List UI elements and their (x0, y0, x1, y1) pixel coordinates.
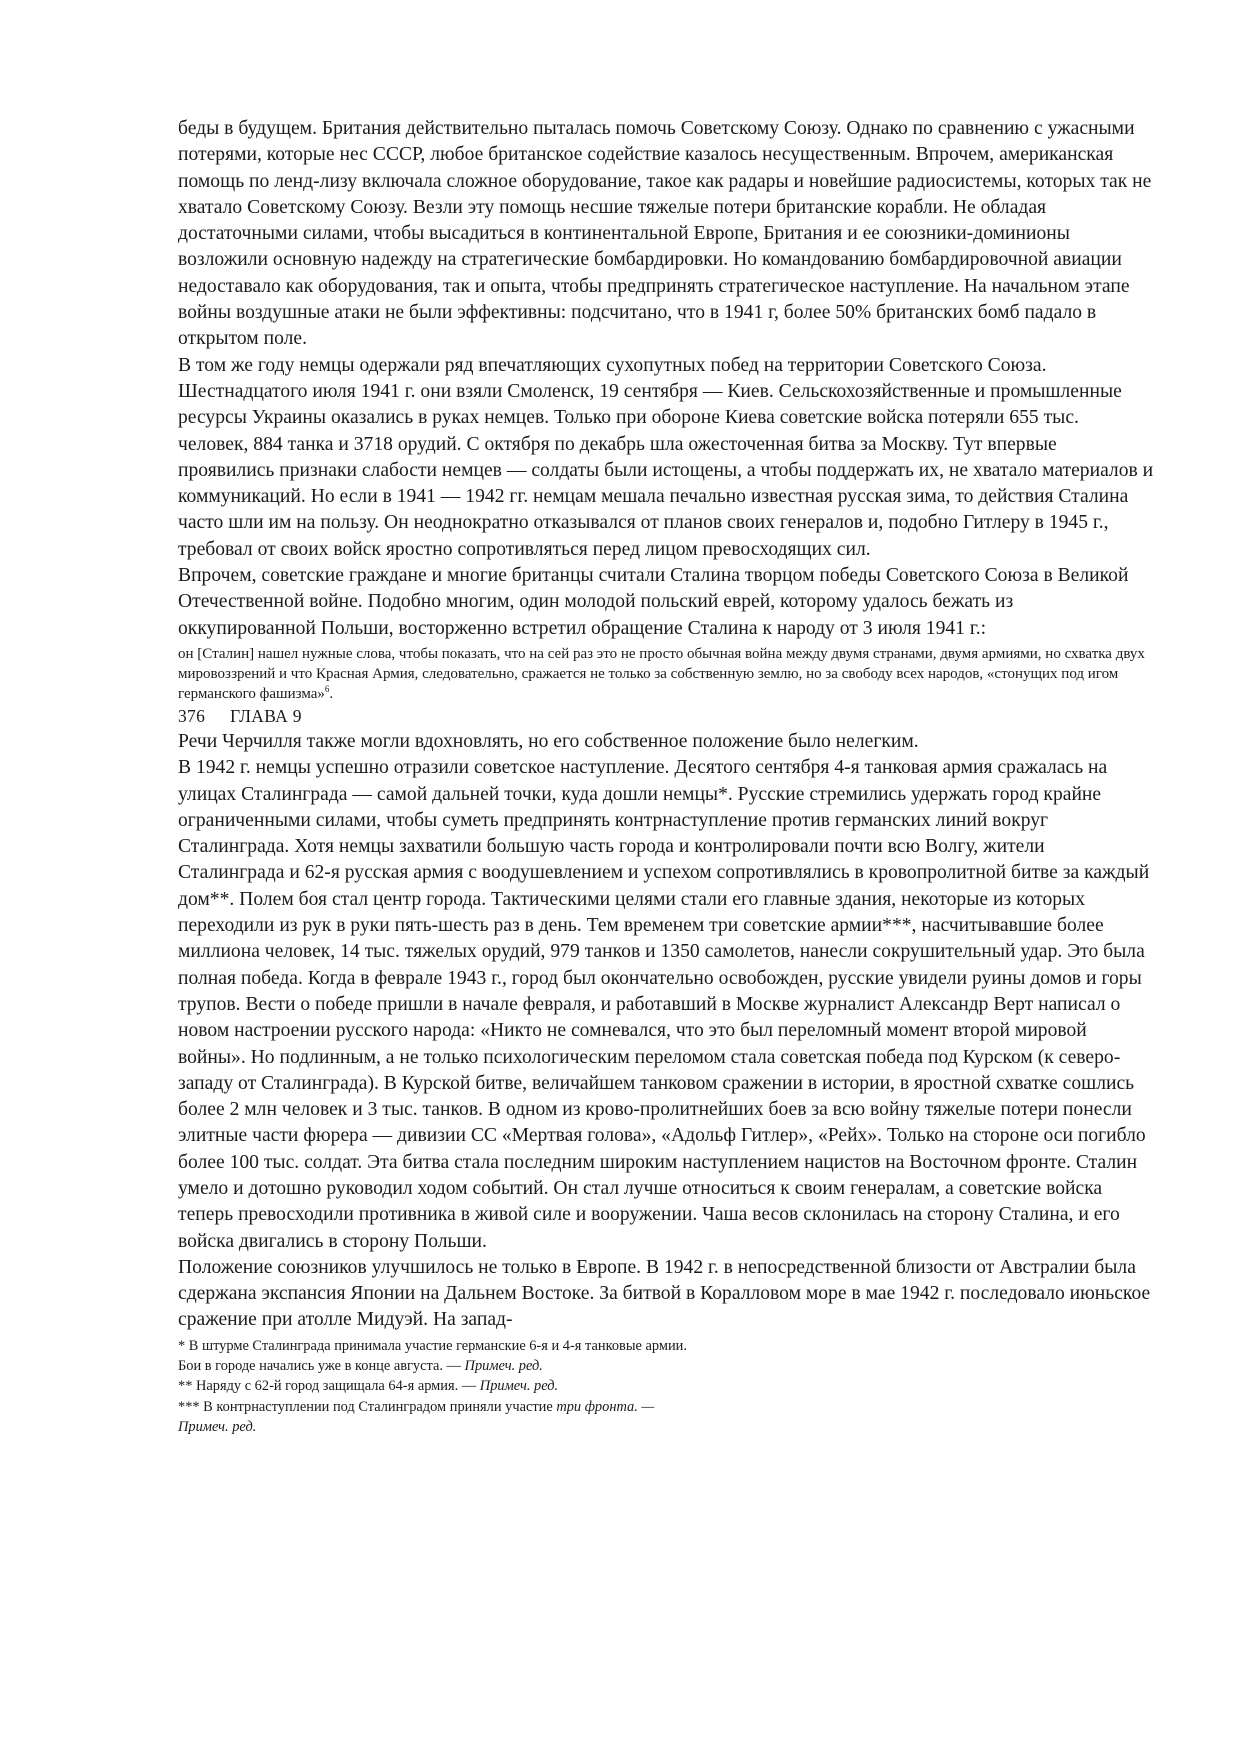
running-head (178, 704, 1154, 728)
footnote-3-text: *** В контрнаступлении под Сталинградом приняли участие (178, 1398, 557, 1415)
body-paragraph-3: Впрочем, советские граждане и многие британцы считали Сталина творцом победы Советского Союза в Великой Отечественной войне. Подобно многим, один молодой польский еврей, которому удалось бежать из оккупированной Польши, восторженно встретил обращение Сталина к народу от 3 июля 1941 г.: (178, 565, 1129, 639)
footnote-3 (178, 1397, 1154, 1417)
footnote-2-editor-note: Примеч. ред. (479, 1378, 559, 1395)
footnotes (178, 1336, 1154, 1437)
chapter-label: ГЛАВА 9 (230, 705, 302, 726)
note-reference: 6 (324, 683, 330, 694)
footnote-3-editor-note: Примеч. ред. (178, 1418, 257, 1435)
footnote-1-line-1: * В штурме Сталинграда принимала участие германские 6-я и 4-я танковые армии. (178, 1337, 687, 1354)
page-number: 376 (178, 705, 206, 726)
book-page (178, 116, 1154, 1437)
quote-end: . (329, 685, 334, 702)
block-quote (178, 644, 1154, 704)
footnote-2-text: ** Наряду с 62-й город защищала 64-я армия. — (178, 1378, 480, 1395)
body-paragraph-2: В том же году немцы одержали ряд впечатляющих сухопутных побед на территории Советского Союза. Шестнадцатого июля 1941 г. они взяли Смоленск, 19 сентября — Киев. Сельскохозяйственные и промышленные ресурсы Украины оказались в руках немцев. Только при обороне Киева советские войска потеряли 655 тыс. человек, 884 танка и 3718 орудий. С октября по декабрь шла ожесточенная битва за Москву. Тут впервые проявились признаки слабости немцев — солдаты были истощены, а чтобы поддержать их, не хватало материалов и коммуникаций. Но если в 1941 — 1942 гг. немцам мешала печально известная русская зима, то действия Сталина часто шли им на пользу. Он неоднократно отказывался от планов своих генералов и, подобно Гитлеру в 1945 г., требовал от своих войск яростно сопротивляться перед лицом превосходящих сил. (178, 354, 1154, 560)
body-paragraph-6: Положение союзников улучшилось не только в Европе. В 1942 г. в непосредственной близости от Австралии была сдержана экспансия Японии на Дальнем Востоке. За битвой в Коралловом море в мае 1942 г. последовало июньское сражение при атолле Мидуэй. На запад- (178, 1256, 1151, 1331)
footnote-1-editor-note: Примеч. ред. (464, 1358, 543, 1375)
footnote-3-italic: три фронта. — (556, 1398, 655, 1415)
body-paragraph-5: В 1942 г. немцы успешно отразили советское наступление. Десятого сентября 4-я танковая армия сражалась на улицах Сталинграда — самой дальней точки, куда дошли немцы*. Русские стремились удержать город крайне ограниченными силами, чтобы суметь предпринять контрнаступление против германских линий вокруг Сталинграда. Хотя немцы захватили большую часть города и контролировали почти всю Волгу, жители Сталинграда и 62-я русская армия с воодушевлением и успехом сопротивлялись в кровопролитной битве за каждый дом**. Полем боя стал центр города. Тактическими целями стали его главные здания, некоторые из которых переходили из рук в руки пять-шесть раз в день. Тем временем три советские армии***, насчитывавшие более миллиона человек, 14 тыс. тяжелых орудий, 979 танков и 1350 самолетов, нанесли сокрушительный удар. Это была полная победа. Когда в феврале 1943 г., город был окончательно освобожден, русские увидели руины домов и горы трупов. Вести о победе пришли в начале февраля, и работавший в Москве журналист Александр Верт написал о новом настроении русского народа: «Никто не сомневался, что это был переломный момент второй мировой войны». Но подлинным, а не только психологическим переломом стала советская победа под Курском (к северо-западу от Сталинграда). В Курской битве, величайшем танковом сражении в истории, в яростной схватке сошлись более 2 млн человек и 3 тыс. танков. В одном из крово-пролитнейших боев за всю войну тяжелые потери понесли элитные части фюрера — дивизии СС «Мертвая голова», «Адольф Гитлер», «Рейх». Только на стороне оси погибло более 100 тыс. солдат. Эта битва стала последним широким наступлением нацистов на Восточном фронте. Сталин умело и дотошно руководил ходом событий. Он стал лучше относиться к своим генералам, а советские войска теперь превосходили противника в живой силе и вооружении. Чаша весов склонилась на сторону Сталина, и его войска двигались в сторону Польши. (178, 757, 1150, 1252)
quote-text: он [Сталин] нашел нужные слова, чтобы показать, что на сей раз это не просто обычная война между двумя странами, двумя армиями, но схватка двух мировоззрений и что Красная Армия, следовательно, сражается не только за собственную землю, но за свободу всех народов, «стонущих под игом германского фашизма» (178, 645, 1145, 702)
footnote-1-text: Бои в городе начались уже в конце августа. — (178, 1358, 465, 1375)
body-paragraph-1: беды в будущем. Британия действительно пыталась помочь Советскому Союзу. Однако по сравнению с ужасными потерями, которые нес СССР, любое британское содействие казалось несущественным. Впрочем, американская помощь по ленд-лизу включала сложное оборудование, такое как радары и новейшие радиосистемы, которых так не хватало Советскому Союзу. Везли эту помощь несшие тяжелые потери британские корабли. Не обладая достаточными силами, чтобы высадиться в континентальной Европе, Британия и ее союзники-доминионы возложили основную надежду на стратегические бомбардировки. Но командованию бомбардировочной авиации недоставало как оборудования, так и опыта, чтобы предпринять стратегическое наступление. На начальном этапе войны воздушные атаки не были эффективны: подсчитано, что в 1941 г, более 50% британских бомб падало в открытом поле. (178, 118, 1152, 350)
body-paragraph-4: Речи Черчилля также могли вдохновлять, но его собственное положение было нелегким. (178, 730, 919, 752)
footnote-1-line-2 (178, 1356, 1154, 1376)
footnote-2 (178, 1376, 1154, 1396)
footnote-3-line-2 (178, 1417, 1154, 1437)
